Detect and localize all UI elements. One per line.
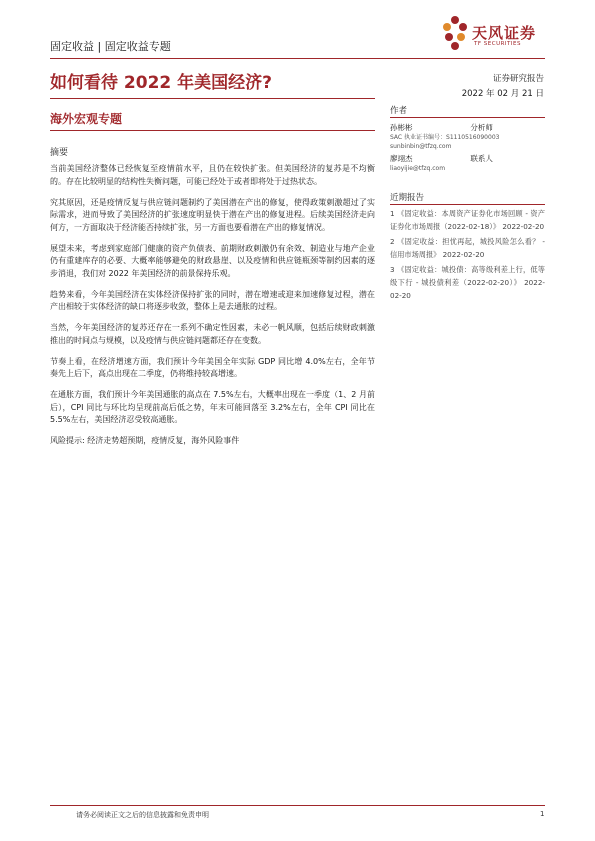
recent-divider <box>390 204 545 205</box>
tf-logo-icon <box>440 14 470 54</box>
title-divider <box>50 98 375 99</box>
author-email[interactable]: sunbinbin@tfzq.com <box>390 143 452 150</box>
author-row <box>390 122 545 133</box>
abstract-paragraph: 在通胀方面，我们预计今年美国通胀的高点在 7.5%左右，大概率出现在一季度（1、2 月前后），CPI 同比与环比均呈现前高后低之势，年末可能回落至 3.2%左右，全年 CPI 同比在 5.5%左右，美国经济忍受较高通胀。 <box>50 390 375 424</box>
author-block <box>390 122 545 173</box>
report-subtitle: 海外宏观专题 <box>50 112 123 126</box>
report-type: 证券研究报告 <box>492 74 544 84</box>
abstract-paragraph: 趋势来看，今年美国经济在实体经济保持扩张的同时，潜在增速或迎来加速修复过程，潜在产出相较于实体经济的缺口将逐步收敛，整体上是去通胀的过程。 <box>50 289 375 311</box>
risk-warning <box>50 435 375 447</box>
author-email[interactable]: liaoyijie@tfzq.com <box>390 165 446 172</box>
page-number: 1 <box>540 810 545 818</box>
header-divider <box>50 58 545 59</box>
authors-divider <box>390 117 545 118</box>
abstract-paragraph: 当然，今年美国经济的复苏还存在一系列不确定性因素，未必一帆风顺，包括后续财政刺激推出的时间点与规模，以及疫情与供应链问题都还存在变数。 <box>50 323 375 345</box>
footer-divider <box>50 805 545 806</box>
abstract-paragraph: 究其原因，还是疫情反复与供应链问题制约了美国潜在产出的修复，使得政策刺激超过了实际需求，进而导致了美国经济的扩张速度明显快于潜在产出的修复进程。后续美国经济走向何方，一方面取决于经济能否持续扩张，另一方面也要看潜在产出的修复情况。 <box>50 197 375 232</box>
author-row <box>390 153 545 164</box>
risk-text: 经济走势超预期，疫情反复，海外风险事件 <box>87 436 240 445</box>
report-date: 2022 年 02 月 21 日 <box>461 89 544 99</box>
abstract-label: 摘要 <box>50 148 69 158</box>
abstract-paragraph: 当前美国经济整体已经恢复至疫情前水平，且仍在较快扩张。但美国经济的复苏是不均衡的。存在比较明显的结构性失衡问题，可能已经处于或者即将处于过热状态。 <box>50 164 375 186</box>
brand-name: 天风证券 <box>472 24 537 42</box>
footer-disclaimer: 请务必阅读正文之后的信息披露和免责申明 <box>76 811 209 819</box>
recent-reports-list <box>390 207 545 302</box>
recent-report-item[interactable]: 2 《固定收益：担忧再起，城投风险怎么看？ -信用市场周报》 2022-02-20 <box>390 237 545 259</box>
brand-sub: TF SECURITIES <box>474 41 521 47</box>
subtitle-divider <box>50 130 375 131</box>
abstract-paragraph: 节奏上看，在经济增速方面，我们预计今年美国全年实际 GDP 同比增 4.0%左右，全年节奏先上后下，高点出现在二季度，仍将维持较高增速。 <box>50 356 375 378</box>
risk-label: 风险提示: <box>50 436 85 445</box>
report-category: 固定收益 | 固定收益专题 <box>50 40 171 53</box>
author-name: 孙彬彬 <box>390 123 413 132</box>
report-title: 如何看待 2022 年美国经济? <box>50 73 273 93</box>
authors-label: 作者 <box>390 106 408 116</box>
author-role: 分析师 <box>470 123 493 132</box>
recent-report-item[interactable]: 1 《固定收益：本周资产证券化市场回顾 - 资产证券化市场周报（2022-02-18）》 2022-02-20 <box>390 209 545 231</box>
author-role: 联系人 <box>470 154 493 163</box>
author-cert: SAC 执业证书编号：S1110516090003 <box>390 134 500 141</box>
abstract-body <box>50 163 375 447</box>
recent-report-item[interactable]: 3 《固定收益：城投债：高等级利差上行，低等级下行 - 城投债利差（2022-02-20）》 2022-02-20 <box>390 265 545 300</box>
recent-reports-label: 近期报告 <box>390 193 425 203</box>
abstract-paragraph: 展望未来，考虑到家庭部门健康的资产负债表、前期财政刺激仍有余效、制造业与地产企业仍有重建库存的必要、大概率能够避免的财政悬崖、以及疫情和供应链瓶颈等制约因素的逐步消退，我们对 2022 年美国经济的前景保持乐观。 <box>50 243 375 278</box>
author-name: 廖翊杰 <box>390 154 413 163</box>
